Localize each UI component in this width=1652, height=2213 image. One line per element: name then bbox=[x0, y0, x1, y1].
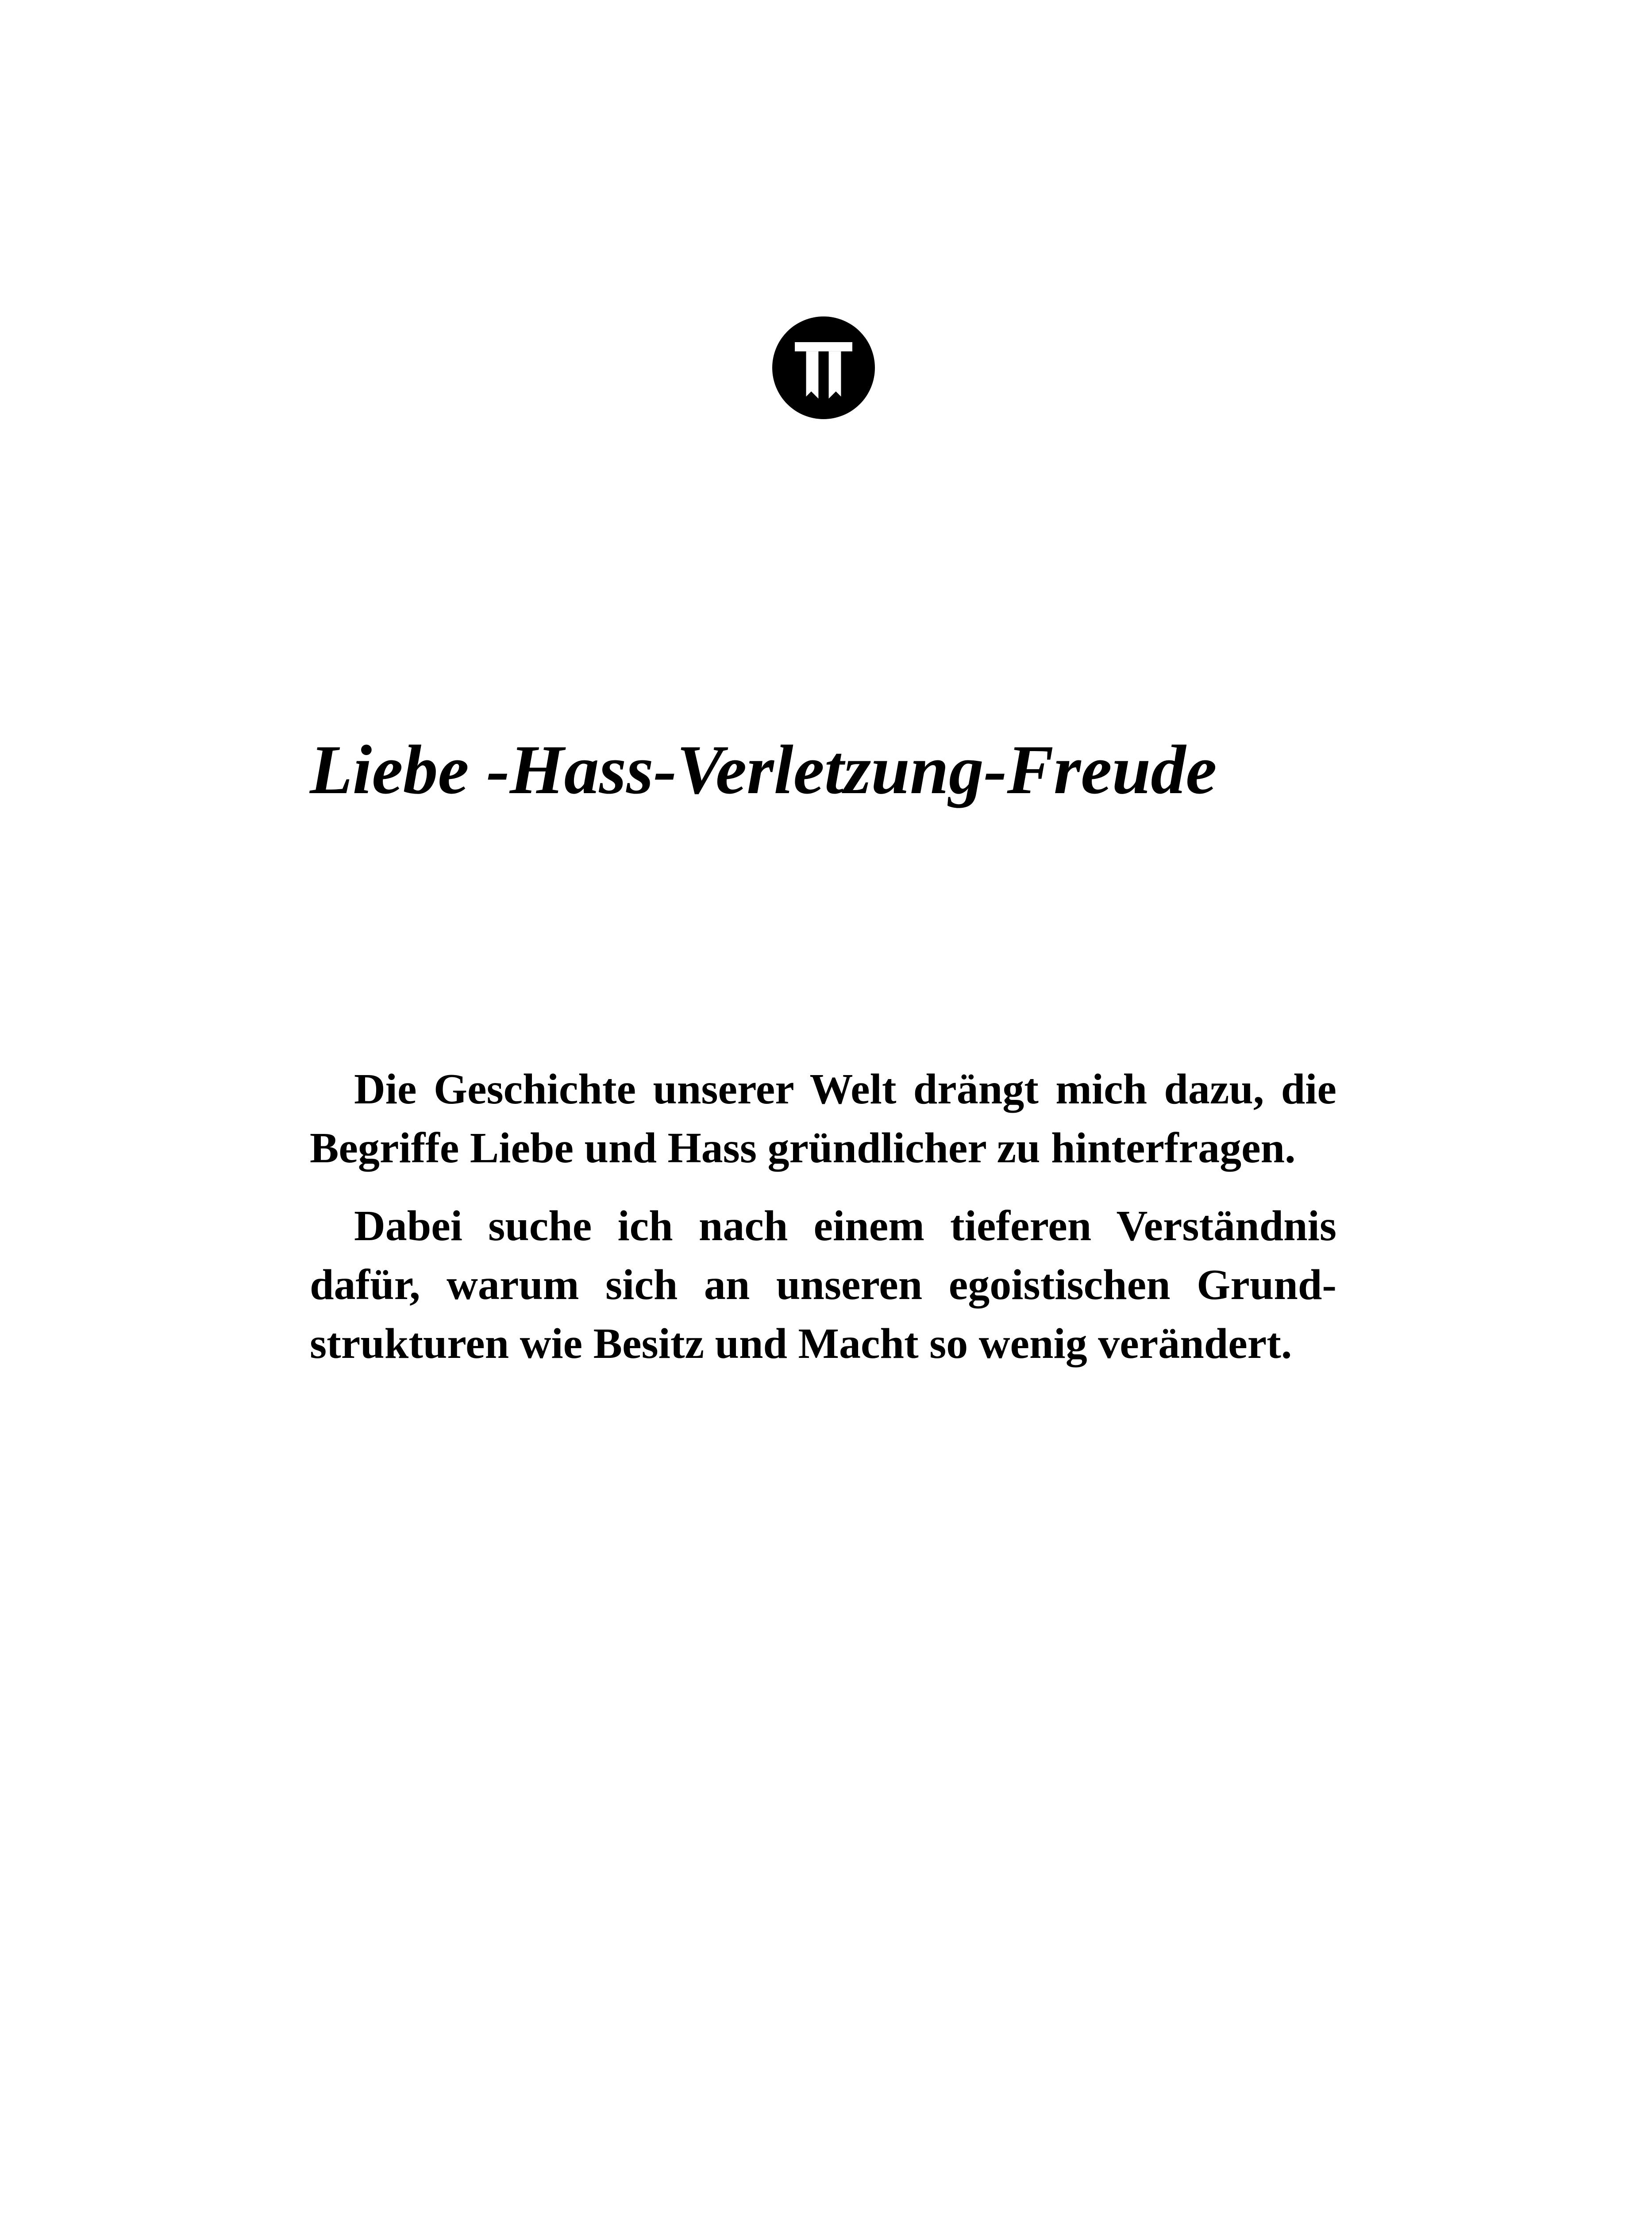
paragraph: Die Geschichte unserer Welt drängt mich dazu, die Begriffe Liebe und Hass gründlicher zu hinterfragen. bbox=[310, 1065, 1336, 1172]
page-title: Liebe -Hass-Verletzung-Freude bbox=[310, 731, 1217, 809]
publisher-logo-icon bbox=[772, 316, 875, 419]
paragraph: Dabei suche ich nach einem tieferen Verständnis dafür, warum sich an unseren egoistischen Grundstrukturen wie Besitz und Macht so wenig verändert. bbox=[310, 1202, 1336, 1368]
body-text bbox=[310, 1060, 1336, 1392]
